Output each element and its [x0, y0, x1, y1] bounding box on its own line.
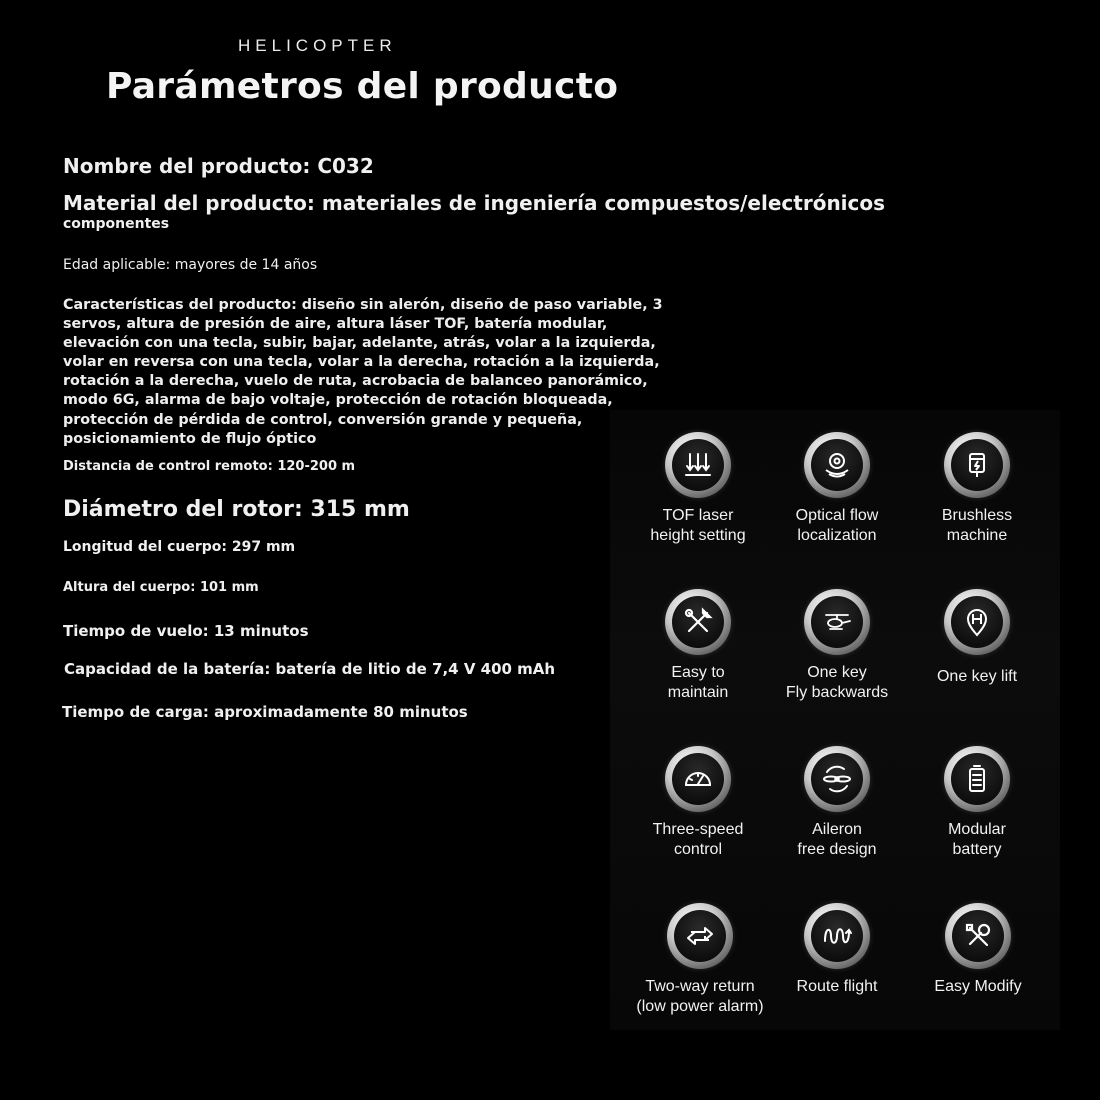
spec-rotor-diameter: Diámetro del rotor: 315 mm: [63, 497, 410, 522]
tools-icon: [681, 605, 715, 639]
feature-label: Optical flow localization: [795, 507, 879, 544]
feature-label: Brushless machine: [941, 507, 1013, 544]
feature-label: Easy Modify: [934, 978, 1022, 995]
spec-range: Distancia de control remoto: 120-200 m: [63, 459, 356, 474]
battery-icon: [960, 762, 994, 796]
spec-material: Material del producto: materiales de ingeniería compuestos/electrónicos: [63, 191, 886, 215]
speedometer-icon: [681, 762, 715, 796]
feature-label: Modular battery: [948, 821, 1006, 858]
wrench-icon: [961, 919, 995, 953]
feature-three-speed: [618, 746, 778, 860]
spec-flight-time: Tiempo de vuelo: 13 minutos: [63, 622, 309, 640]
spec-material-continued: componentes: [63, 216, 170, 232]
helicopter-icon: [820, 605, 854, 639]
feature-two-way-return: [620, 903, 780, 1017]
feature-optical-flow: [757, 432, 917, 546]
feature-label: One key Fly backwards: [785, 664, 889, 701]
feature-easy-modify: [898, 903, 1058, 997]
route-icon: [820, 919, 854, 953]
feature-fly-backwards: [757, 589, 917, 703]
feature-aileron-free: [757, 746, 917, 860]
spec-battery: Capacidad de la batería: batería de litio de 7,4 V 400 mAh: [64, 660, 556, 678]
brand-label: HELICOPTER: [238, 36, 397, 55]
helipad-icon: [960, 605, 994, 639]
page-title: Parámetros del producto: [106, 66, 619, 107]
two-way-arrows-icon: [683, 919, 717, 953]
rotor-icon: [820, 762, 854, 796]
feature-tof-laser: [618, 432, 778, 546]
feature-label: One key lift: [936, 668, 1018, 685]
feature-label: TOF laser height setting: [650, 507, 746, 544]
spec-product-name: Nombre del producto: C032: [63, 154, 374, 178]
feature-label: Easy to maintain: [667, 664, 729, 701]
brushless-motor-icon: [960, 448, 994, 482]
feature-label: Route flight: [796, 978, 878, 995]
tof-laser-icon: [681, 448, 715, 482]
feature-modular-battery: [897, 746, 1057, 860]
spec-body-length: Longitud del cuerpo: 297 mm: [63, 539, 296, 555]
spec-features: Características del producto: diseño sin alerón, diseño de paso variable, 3 servos, altura de presión de aire, altura láser TOF, batería modular, elevación con una tecla, subir, bajar, adelante, atrás, volar a la izquierda, volar en reversa con una tecla, volar a la derecha, rotación a la izquierda, rotación a la derecha, vuelo de ruta, acrobacia de balanceo panorámico, modo 6G, alarma de bajo voltaje, protección de rotación bloqueada, protección de pérdida de control, conversión grande y pequeña, posicionamiento de flujo óptico: [63, 297, 663, 447]
spec-age: Edad aplicable: mayores de 14 años: [63, 257, 318, 273]
spec-charge-time: Tiempo de carga: aproximadamente 80 minutos: [62, 703, 468, 721]
spec-body-height: Altura del cuerpo: 101 mm: [63, 580, 259, 595]
feature-one-key-lift: [897, 589, 1057, 687]
feature-label: Aileron free design: [797, 821, 877, 858]
feature-route-flight: [757, 903, 917, 997]
feature-brushless: [897, 432, 1057, 546]
optical-flow-icon: [820, 448, 854, 482]
feature-label: Two-way return (low power alarm): [636, 978, 764, 1015]
feature-label: Three-speed control: [652, 821, 744, 858]
feature-easy-maintain: [618, 589, 778, 703]
